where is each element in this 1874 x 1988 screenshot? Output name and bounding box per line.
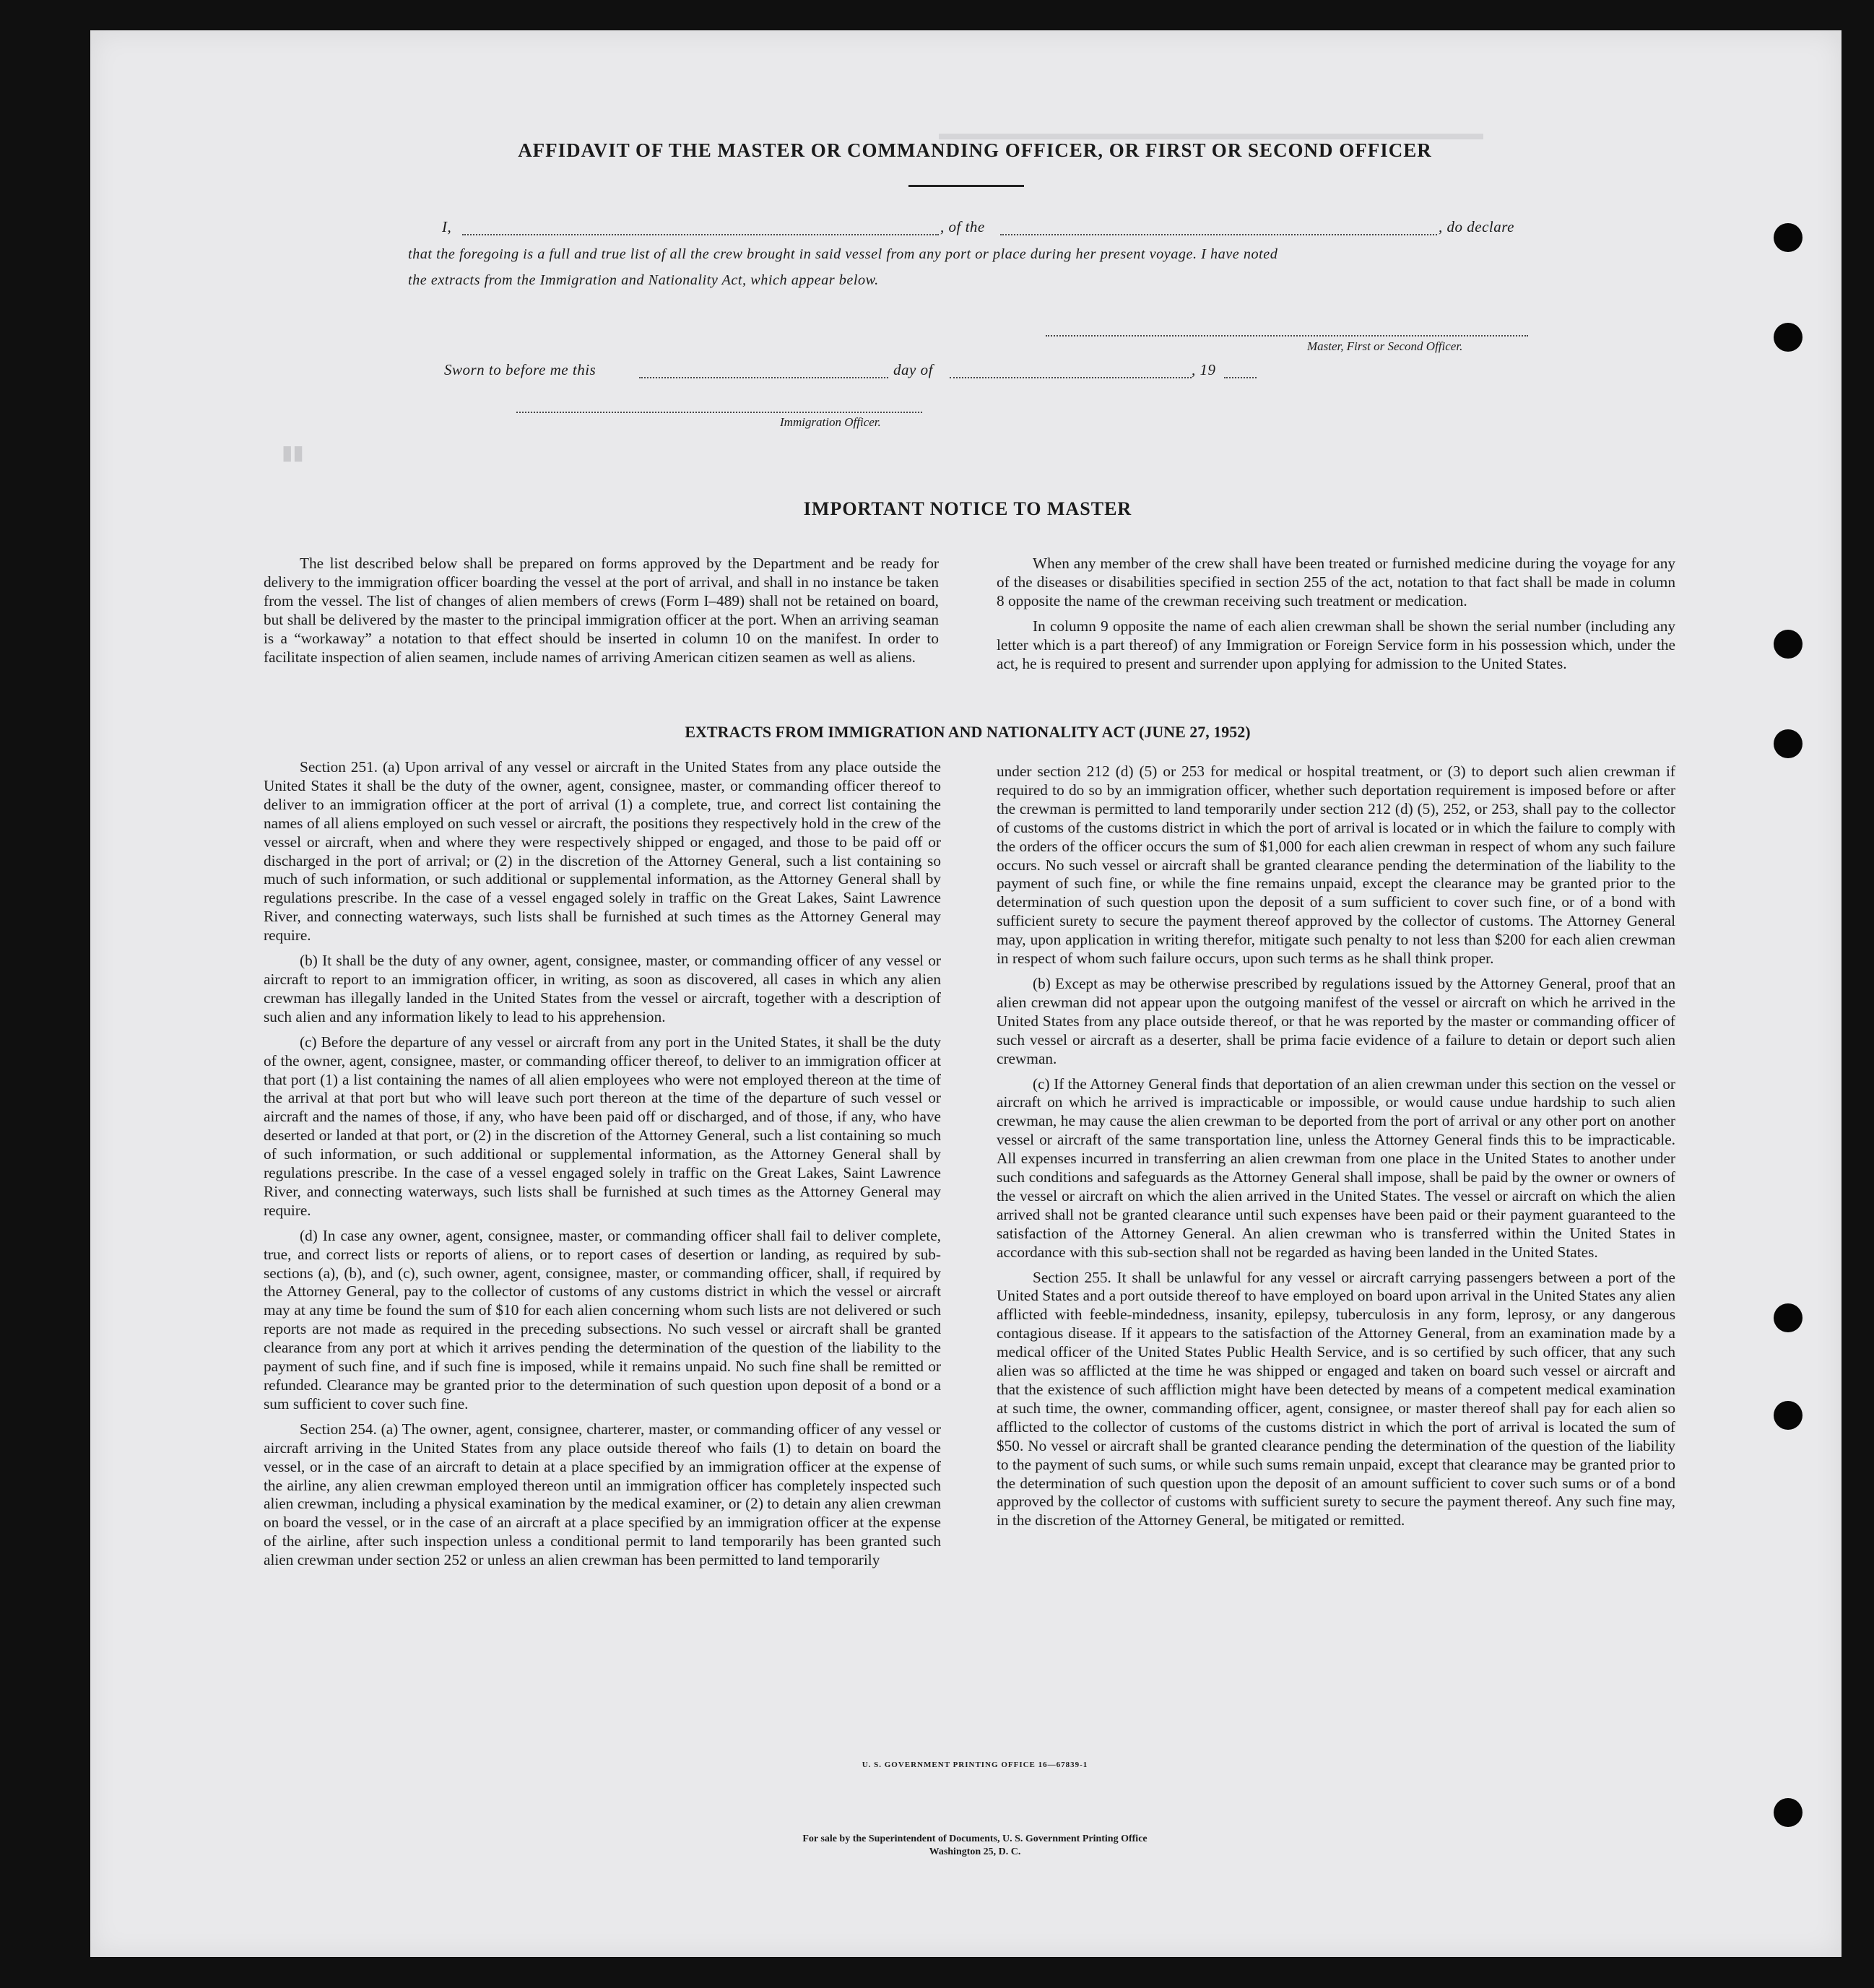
notice-title: IMPORTANT NOTICE TO MASTER [803,498,1132,519]
bleed-through-mark: ▮▮ [282,442,304,464]
sworn-year-field[interactable] [1224,361,1257,378]
notice-right-paragraph-2: In column 9 opposite the name of each alien crewman shall be shown the serial number (including any letter which is a part thereof) of any Immigration or Foreign Service form in his possession which, under the act, he is required to present and surrender upon applying for admission to the United States. [997,617,1675,672]
extracts-title: EXTRACTS FROM IMMIGRATION AND NATIONALITY ACT (JUNE 27, 1952) [685,723,1251,741]
immigration-officer-signature-field[interactable] [516,396,922,413]
section-255: Section 255. It shall be unlawful for any vessel or aircraft carrying passengers between a port of the United States and a port outside thereof to have employed on board upon arrival in the United States any alien afflicted with feeble-mindedness, insanity, epilepsy, tuberculosis in any form, leprosy, or any dangerous contagious disease. If it appears to the satisfaction of the Attorney General, from an examination made by a medical officer of the United States Public Health Service, and is so certified by such officer, that any such alien was so afflicted at the time he was shipped or engaged and taken on board such vessel or aircraft and that the existence of such affliction might have been detected by means of a competent medical examination at such time, the owner, commanding officer, agent, consignee, or master thereof shall pay for each alien so afflicted to the collector of customs of the customs district in which the port of arrival is located the sum of $50. No vessel or aircraft shall be granted clearance pending the determination of the question of the liability to the payment of such sums, or while such sums remain unpaid, except that clearance may be granted prior to the determination of such question upon the deposit of an amount sufficient to cover such sums or of a bond approved by the collector of customs with sufficient surety to secure the payment thereof. Any such fine may, in the discretion of the Attorney General, be mitigated or remitted. [997,1268,1675,1529]
punch-hole [1774,223,1803,252]
master-signature-field[interactable] [1046,319,1528,337]
section-254-a: Section 254. (a) The owner, agent, consignee, charterer, master, or commanding officer of any vessel or aircraft arriving in the United States from any place outside thereof who fails (1) to detain on board the vessel, or in the case of an aircraft to detain at a place specified by an immigration officer at the expense of the airline, any alien crewman employed thereon until an immigration officer has completely inspected such alien crewman, including a physical examination by the medical examiner, or (2) to detain any alien crewman on board the vessel, or in the case of an aircraft at a place specified by an immigration officer at the expense of the airline, after such inspection unless a conditional permit to land temporarily has been granted such alien crewman under section 252 or unless an alien crewman has been permitted to land temporarily [264,1420,941,1569]
punch-hole [1774,729,1803,758]
punch-hole [1774,1401,1803,1430]
sale-notice-line2: Washington 25, D. C. [929,1846,1021,1857]
vessel-name-field[interactable] [1000,218,1437,235]
punch-hole [1774,1303,1803,1332]
punch-hole [1774,1798,1803,1827]
extracts-right-column [997,763,1675,1537]
sworn-label: Sworn to before me this [444,361,597,378]
notice-right-column [997,555,1675,680]
notice-left-column [264,555,939,673]
section-251-c: (c) Before the departure of any vessel or aircraft from any port in the United States, it shall be the duty of the owner, agent, consignee, master, or commanding officer thereof, to deliver to an immigration officer at that port (1) a list containing the names of all alien employees who were not employed thereon at the time of the arrival at that port but who will leave such port thereon at the time of the departure of such vessel or aircraft and the names of those, if any, who have been paid off or discharged, and of those, if any, who have deserted or landed at that port, or (2) in the discretion of the Attorney General, such a list containing so much of such information, or such additional or supplemental information, as the Attorney General shall by regulations prescribe. In the case of a vessel engaged solely in traffic on the Great Lakes, Saint Lawrence River, and connecting waterways, such lists shall be furnished at such times as the Attorney General may require. [264,1033,941,1219]
section-251-a: Section 251. (a) Upon arrival of any vessel or aircraft in the United States from any place outside the United States it shall be the duty of the owner, agent, consignee, master, or commanding officer thereof to deliver to an immigration officer at the port of arrival (1) a complete, true, and correct list containing the names of all aliens employed on such vessel or aircraft, the positions they respectively hold in the crew of the vessel or aircraft, when and where they were respectively shipped or engaged, and those to be paid off or discharged in the port of arrival; or (2) in the discretion of the Attorney General, such a list containing so much of such information, or such additional or supplemental information, as the Attorney General shall by regulations prescribe. In the case of a vessel engaged solely in traffic on the Great Lakes, Saint Lawrence River, and connecting waterways, such lists shall be furnished at such times as the Attorney General may require. [264,758,941,945]
notice-right-paragraph-1: When any member of the crew shall have been treated or furnished medicine during the voyage for any of the diseases or disabilities specified in section 255 of the act, notation to that fact shall be made in column 8 opposite the name of the crewman receiving such treatment or medication. [997,555,1675,609]
punch-hole [1774,323,1803,352]
affidavit-statement-line2: the extracts from the Immigration and Nationality Act, which appear below. [408,272,879,288]
printer-imprint: U. S. GOVERNMENT PRINTING OFFICE 16—67839-1 [862,1761,1088,1769]
affidavit-title: AFFIDAVIT OF THE MASTER OR COMMANDING OFFICER, OR FIRST OR SECOND OFFICER [518,139,1432,161]
affidavit-i-label: I, [442,218,452,235]
notice-left-paragraph: The list described below shall be prepared on forms approved by the Department and be ready for delivery to the immigration officer boarding the vessel at the port of arrival, and shall in no instance be taken from the vessel. The list of changes of alien members of crews (Form I–489) shall not be retained on board, but shall be delivered by the master to the principal immigration officer at the port. When an arriving seaman is a “workaway” a notation to that effect should be inserted in column 10 on the manifest. In order to facilitate inspection of alien seamen, include names of arriving American citizen seamen as well as aliens. [264,555,939,666]
sale-notice-line1: For sale by the Superintendent of Documents, U. S. Government Printing Office [802,1833,1148,1844]
sworn-month-field[interactable] [950,361,1192,378]
section-254-b: (b) Except as may be otherwise prescribed by regulations issued by the Attorney General, proof that an alien crewman did not appear upon the outgoing manifest of the vessel or aircraft on which he arrived in the United States from any place outside thereof, or that he was reported by the master or commanding officer of such vessel or aircraft as a deserter, shall be prima facie evidence of a failure to detain or deport such alien crewman. [997,974,1675,1067]
year-label: , 19 [1192,361,1216,378]
affidavit-do-declare-label: , do declare [1439,218,1514,235]
day-of-label: day of [893,361,933,378]
title-underline [908,185,1024,187]
master-signature-label: Master, First or Second Officer. [1307,339,1463,353]
affidavit-of-the-label: , of the [940,218,985,235]
section-254-c: (c) If the Attorney General finds that deportation of an alien crewman under this section on the vessel or aircraft on which he arrived is impracticable or impossible, or would cause undue hardship to such alien crewman, he may cause the alien crewman to be deported from the port of arrival or any other port on another vessel or aircraft of the same transportation line, unless the Attorney General finds this to be impracticable. All expenses incurred in transferring an alien crewman from one place in the United States to another under such conditions and safeguards as the Attorney General shall impose, shall be paid by the owner or owners of the vessel or aircraft on which the alien arrived in the United States. The vessel or aircraft on which the alien arrived shall not be granted clearance until such expenses have been paid or their payment guaranteed to the satisfaction of the Attorney General. An alien crewman who is transferred within the United States in accordance with this sub-section shall not be regarded as having been landed in the United States. [997,1075,1675,1261]
section-251-b: (b) It shall be the duty of any owner, agent, consignee, master, or commanding officer of any vessel or aircraft to report to an immigration officer, in writing, as soon as discovered, all cases in which any alien crewman has illegally landed in the United States from the vessel or aircraft, together with a description of such alien and any information likely to lead to his apprehension. [264,952,941,1025]
extracts-left-column [264,758,941,1576]
section-251-d: (d) In case any owner, agent, consignee, master, or commanding officer shall fail to deliver complete, true, and correct lists or reports of aliens, or to report cases of desertion or landing, as required by sub-sections (a), (b), and (c), such owner, agent, consignee, master, or commanding officer, shall, if required by the Attorney General, pay to the collector of customs of any customs district in which the vessel or aircraft may at any time be found the sum of $10 for each alien concerning whom such lists are not delivered or such reports are not made as required in the preceding subsections. No such vessel or aircraft shall be granted clearance from any port at which it arrives pending the determination of the question of the liability to the payment of such fine, and if such fine is imposed, while it remains unpaid. No such fine shall be remitted or refunded. Clearance may be granted prior to the determination of such question upon deposit of a bond or a sum sufficient to cover such fine. [264,1226,941,1412]
master-name-field[interactable] [462,218,939,235]
punch-hole [1774,630,1803,659]
bleed-through-mark: ▬▬▬▬▬▬▬▬▬▬▬▬▬▬▬▬▬▬▬▬▬▬▬▬▬▬▬▬▬ [939,123,1483,144]
sworn-day-field[interactable] [639,361,888,378]
immigration-officer-label: Immigration Officer. [780,415,881,429]
affidavit-statement-line1: that the foregoing is a full and true list of all the crew brought in said vessel from any port or place during her present voyage. I have noted [408,246,1278,262]
section-254-a-continued: under section 212 (d) (5) or 253 for medical or hospital treatment, or (3) to deport such alien crewman if required to do so by an immigration officer, whether such deportation requirement is imposed before or after the crewman is permitted to land temporarily under section 212 (d) (5), 252, or 253, shall pay to the collector of customs of the customs district in which the port of arrival is located or in which the failure to comply with the orders of the officer occurs the sum of $1,000 for each alien crewman in respect of whom any such failure occurs. No such vessel or aircraft shall be granted clearance pending the determination of the liability to the payment of such fine, or while the fine remains unpaid, except the clearance may be granted prior to the determination of such question upon the deposit of a sum sufficient to cover such fine, or of a bond with sufficient surety to secure the payment thereof approved by the collector of customs. The Attorney General may, upon application in writing therefor, mitigate such penalty to not less than $200 for each alien crewman in respect of whom such failure occurs, upon such terms as he shall think proper. [997,763,1675,968]
